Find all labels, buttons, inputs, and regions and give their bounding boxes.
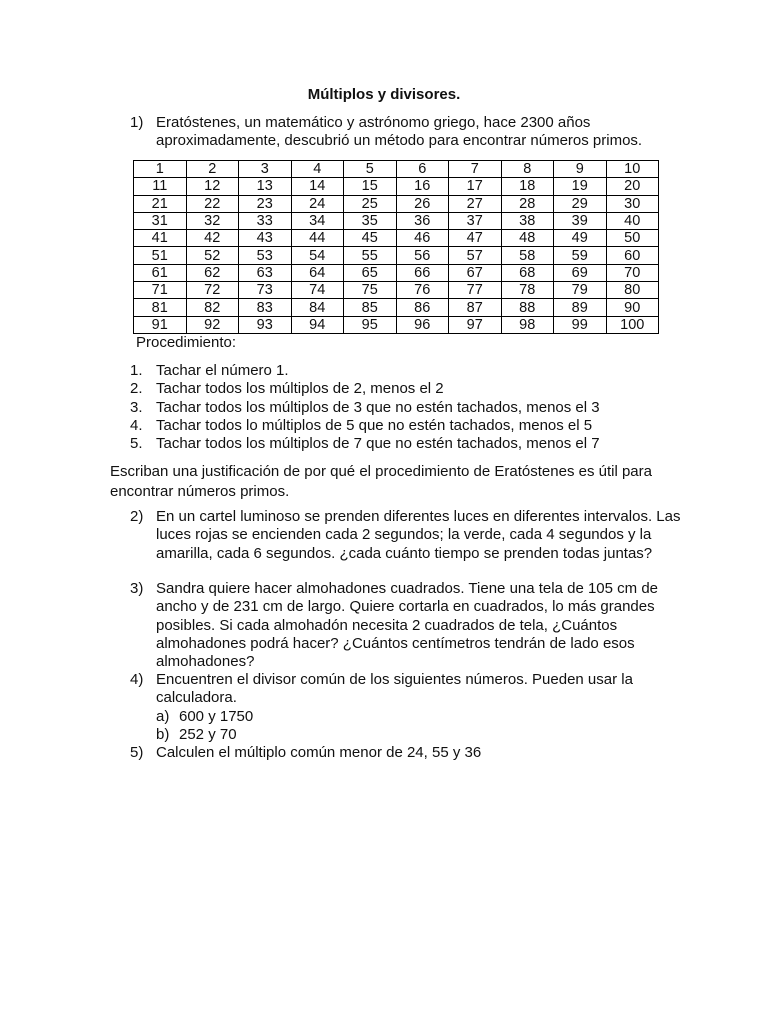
grid-cell: 53: [239, 247, 292, 264]
grid-cell: 3: [239, 161, 292, 178]
grid-cell: 29: [554, 195, 607, 212]
grid-cell: 43: [239, 230, 292, 247]
grid-cell: 89: [554, 299, 607, 316]
grid-cell: 33: [239, 212, 292, 229]
grid-cell: 39: [554, 212, 607, 229]
step-number: 3.: [130, 398, 143, 416]
procedure-step: [130, 399, 690, 417]
grid-cell: 17: [449, 178, 502, 195]
question-number: 2): [130, 508, 144, 525]
grid-cell: 57: [449, 247, 502, 264]
question-number: 3): [130, 580, 144, 597]
step-text: Tachar todos lo múltiplos de 5 que no estén tachados, menos el 5: [156, 416, 593, 434]
grid-cell: 54: [291, 247, 344, 264]
grid-cell: 18: [501, 178, 554, 195]
grid-cell: 91: [134, 316, 187, 333]
justification-prompt: Escriban una justificación de por qué el procedimiento de Eratóstenes es útil para encontrar números primos.: [110, 463, 652, 500]
grid-cell: 6: [396, 161, 449, 178]
grid-cell: 7: [449, 161, 502, 178]
grid-cell: 55: [344, 247, 397, 264]
procedure-step: [130, 380, 690, 398]
grid-cell: 16: [396, 178, 449, 195]
question-5: [130, 744, 690, 762]
step-number: 5.: [130, 435, 143, 453]
number-grid: [133, 160, 659, 334]
grid-cell: 24: [291, 195, 344, 212]
grid-cell: 64: [291, 264, 344, 281]
procedure-step: [130, 362, 690, 380]
sub-question-letter: a): [156, 707, 170, 725]
grid-cell: 56: [396, 247, 449, 264]
grid-cell: 13: [239, 178, 292, 195]
grid-cell: 94: [291, 316, 344, 333]
step-text: Tachar todos los múltiplos de 3 que no estén tachados, menos el 3: [156, 398, 600, 416]
grid-cell: 77: [449, 282, 502, 299]
grid-cell: 68: [501, 264, 554, 281]
grid-cell: 83: [239, 299, 292, 316]
grid-cell: 84: [291, 299, 344, 316]
grid-cell: 96: [396, 316, 449, 333]
question-text: Sandra quiere hacer almohadones cuadrados. Tiene una tela de 105 cm de ancho y de 231 cm de largo. Quiere cortarla en cuadrados, lo más grandes posibles. Si cada almohadón necesita 2 cuadrados de tela, ¿Cuántos almohadones podrá hacer? ¿Cuántos centímetros tendrán de lado esos almohadones?: [156, 580, 659, 671]
sub-question-letter: b): [156, 725, 170, 743]
grid-cell: 30: [606, 195, 659, 212]
step-text: Tachar todos los múltiplos de 2, menos el 2: [156, 380, 444, 398]
grid-cell: 86: [396, 299, 449, 316]
grid-cell: 12: [186, 178, 239, 195]
grid-cell: 22: [186, 195, 239, 212]
grid-cell: 47: [449, 230, 502, 247]
step-number: 2.: [130, 380, 143, 398]
grid-row: [134, 178, 659, 195]
grid-cell: 34: [291, 212, 344, 229]
question-2: [130, 508, 690, 563]
grid-cell: 95: [344, 316, 397, 333]
grid-cell: 60: [606, 247, 659, 264]
grid-row: [134, 230, 659, 247]
question-text: Calculen el múltiplo común menor de 24, 55 y 36: [156, 744, 482, 761]
grid-cell: 63: [239, 264, 292, 281]
sub-question-text: 600 y 1750: [179, 707, 254, 725]
grid-cell: 93: [239, 316, 292, 333]
grid-cell: 25: [344, 195, 397, 212]
grid-cell: 98: [501, 316, 554, 333]
step-number: 4.: [130, 416, 143, 434]
grid-cell: 36: [396, 212, 449, 229]
grid-cell: 62: [186, 264, 239, 281]
grid-cell: 38: [501, 212, 554, 229]
grid-row: [134, 161, 659, 178]
procedure-label: Procedimiento:: [136, 334, 237, 351]
step-text: Tachar todos los múltiplos de 7 que no estén tachados, menos el 7: [156, 435, 600, 453]
grid-cell: 58: [501, 247, 554, 264]
grid-cell: 15: [344, 178, 397, 195]
grid-cell: 28: [501, 195, 554, 212]
grid-row: [134, 247, 659, 264]
grid-cell: 48: [501, 230, 554, 247]
grid-cell: 85: [344, 299, 397, 316]
grid-cell: 70: [606, 264, 659, 281]
question-text: Eratóstenes, un matemático y astrónomo griego, hace 2300 años aproximadamente, descubrió un método para encontrar números primos.: [156, 114, 643, 150]
grid-cell: 23: [239, 195, 292, 212]
grid-cell: 46: [396, 230, 449, 247]
procedure-step: [130, 435, 690, 453]
grid-cell: 11: [134, 178, 187, 195]
grid-cell: 67: [449, 264, 502, 281]
step-text: Tachar el número 1.: [156, 362, 289, 379]
grid-row: [134, 264, 659, 281]
grid-cell: 79: [554, 282, 607, 299]
grid-row: [134, 316, 659, 333]
grid-cell: 61: [134, 264, 187, 281]
grid-cell: 87: [449, 299, 502, 316]
grid-cell: 20: [606, 178, 659, 195]
procedure-step: [130, 417, 690, 435]
grid-cell: 19: [554, 178, 607, 195]
question-1: [130, 114, 690, 151]
grid-cell: 41: [134, 230, 187, 247]
procedure-steps: [130, 362, 690, 453]
grid-cell: 51: [134, 247, 187, 264]
grid-row: [134, 212, 659, 229]
question-number: 5): [130, 744, 144, 761]
grid-cell: 72: [186, 282, 239, 299]
grid-cell: 5: [344, 161, 397, 178]
grid-cell: 45: [344, 230, 397, 247]
grid-cell: 1: [134, 161, 187, 178]
grid-cell: 75: [344, 282, 397, 299]
grid-cell: 65: [344, 264, 397, 281]
question-4: [130, 671, 690, 744]
grid-cell: 74: [291, 282, 344, 299]
grid-cell: 71: [134, 282, 187, 299]
question-number: 4): [130, 671, 144, 688]
grid-cell: 99: [554, 316, 607, 333]
sub-question: [156, 708, 690, 726]
grid-cell: 31: [134, 212, 187, 229]
grid-row: [134, 299, 659, 316]
question-number: 1): [130, 114, 144, 131]
grid-cell: 37: [449, 212, 502, 229]
grid-cell: 26: [396, 195, 449, 212]
grid-cell: 8: [501, 161, 554, 178]
grid-cell: 92: [186, 316, 239, 333]
question-text: Encuentren el divisor común de los siguientes números. Pueden usar la calculadora.: [156, 671, 633, 707]
grid-cell: 81: [134, 299, 187, 316]
grid-cell: 80: [606, 282, 659, 299]
grid-cell: 49: [554, 230, 607, 247]
grid-cell: 100: [606, 316, 659, 333]
grid-cell: 50: [606, 230, 659, 247]
grid-cell: 21: [134, 195, 187, 212]
question-3: [130, 580, 690, 671]
grid-cell: 52: [186, 247, 239, 264]
grid-cell: 66: [396, 264, 449, 281]
grid-cell: 73: [239, 282, 292, 299]
grid-cell: 59: [554, 247, 607, 264]
step-number: 1.: [130, 362, 143, 379]
grid-cell: 32: [186, 212, 239, 229]
grid-cell: 14: [291, 178, 344, 195]
sub-question-text: 252 y 70: [179, 725, 237, 743]
grid-cell: 82: [186, 299, 239, 316]
grid-cell: 78: [501, 282, 554, 299]
grid-cell: 10: [606, 161, 659, 178]
grid-cell: 2: [186, 161, 239, 178]
grid-cell: 4: [291, 161, 344, 178]
grid-cell: 88: [501, 299, 554, 316]
grid-cell: 9: [554, 161, 607, 178]
question-text: En un cartel luminoso se prenden diferentes luces en diferentes intervalos. Las luces rojas se encienden cada 2 segundos; la verde, cada 4 segundos y la amarilla, cada 6 segundos. ¿cada cuánto tiempo se prenden todas juntas?: [156, 508, 681, 562]
grid-cell: 90: [606, 299, 659, 316]
grid-cell: 76: [396, 282, 449, 299]
sub-question: [156, 726, 690, 744]
grid-cell: 42: [186, 230, 239, 247]
grid-cell: 27: [449, 195, 502, 212]
grid-row: [134, 282, 659, 299]
grid-cell: 44: [291, 230, 344, 247]
grid-cell: 69: [554, 264, 607, 281]
page-title: Múltiplos y divisores.: [307, 86, 461, 103]
grid-row: [134, 195, 659, 212]
grid-cell: 40: [606, 212, 659, 229]
grid-cell: 35: [344, 212, 397, 229]
grid-cell: 97: [449, 316, 502, 333]
